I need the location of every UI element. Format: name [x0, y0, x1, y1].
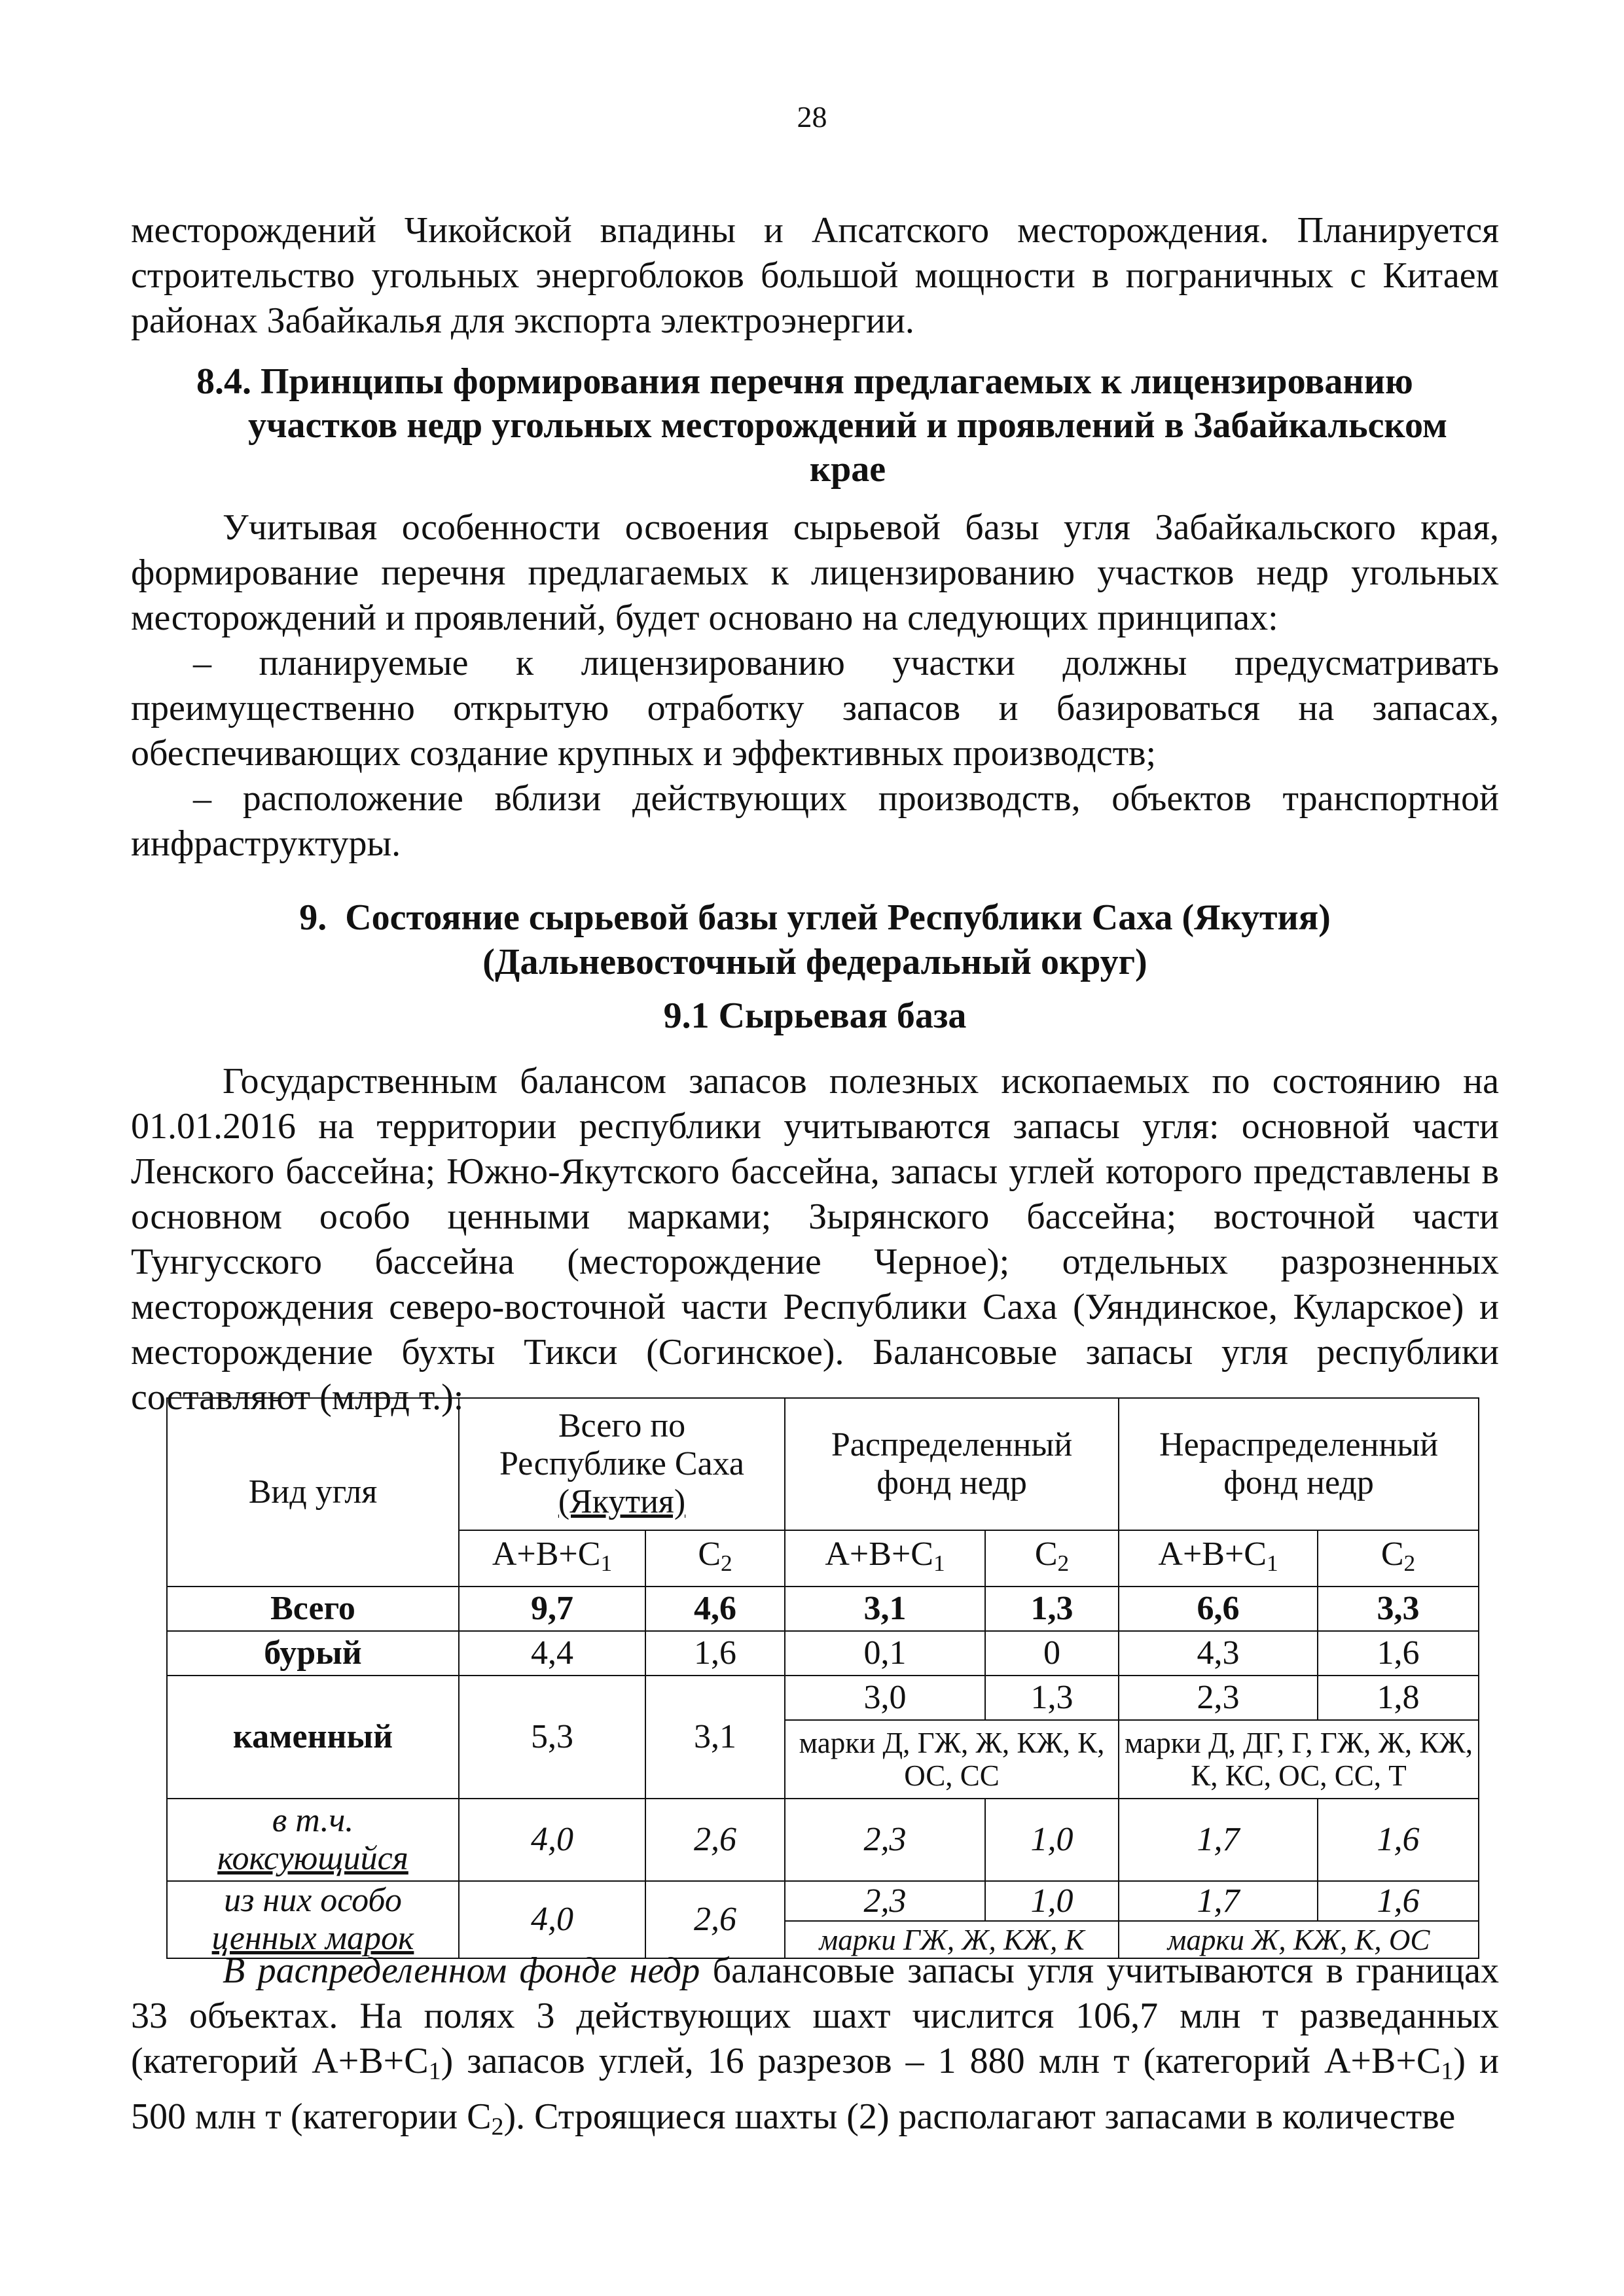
table-cell: 0,1 — [785, 1631, 985, 1676]
section-8-4-body — [131, 505, 1499, 867]
header-total-line2: Республике Саха — [499, 1445, 744, 1482]
intro-paragraph: месторождений Чикойской впадины и Апсатского месторождения. Планируется строительство угольных энергоблоков большой мощности в пограничных с Китаем районах Забайкалья для экспорта электроэнергии. — [131, 210, 1499, 341]
table-cell: 1,0 — [985, 1881, 1119, 1921]
table-cell: 9,7 — [459, 1587, 645, 1631]
table-row-total — [167, 1587, 1479, 1631]
principle-item-1: – планируемые к лицензированию участки должны предусматривать преимущественно открытую отработку запасов и базироваться на запасах, обеспечивающих создание крупных и эффективных производств; — [131, 643, 1499, 774]
page-number: 28 — [797, 100, 827, 134]
table-cell: 2,6 — [645, 1799, 785, 1881]
header-coal-type: Вид угля — [167, 1398, 459, 1587]
row-label-line2: коксующийся — [217, 1840, 408, 1877]
cat-sub: 2 — [1057, 1549, 1070, 1576]
header-total-line1: Всего по — [558, 1407, 686, 1444]
cat-sub: 1 — [1266, 1549, 1278, 1576]
category-abc-undistributed — [1119, 1530, 1318, 1587]
header-undistributed — [1119, 1398, 1479, 1530]
table-cell: 4,0 — [459, 1799, 645, 1881]
category-c-distributed — [985, 1530, 1119, 1587]
section-9-title-line1: 9. Состояние сырьевой базы углей Республики Саха (Якутия) — [299, 897, 1331, 938]
table-cell: 2,3 — [785, 1799, 985, 1881]
table-cell: 3,3 — [1318, 1587, 1479, 1631]
table-cell: 2,3 — [1119, 1676, 1318, 1720]
table-cell: 1,6 — [645, 1631, 785, 1676]
table-cell: 0 — [985, 1631, 1119, 1676]
cat-sub: 2 — [721, 1549, 732, 1576]
table-cell: 1,6 — [1318, 1799, 1479, 1881]
section-9-heading — [131, 895, 1499, 984]
table-cell: 5,3 — [459, 1676, 645, 1799]
cat-sub: 2 — [1403, 1549, 1416, 1576]
grades-cell: марки Д, ДГ, Г, ГЖ, Ж, КЖ, К, КС, ОС, СС, Т — [1119, 1720, 1479, 1799]
row-label — [167, 1881, 459, 1958]
final-paragraph-block — [131, 1948, 1499, 2149]
table-cell: 3,1 — [785, 1587, 985, 1631]
final-paragraph-part3: ) и 500 млн т (категории С — [131, 2041, 1499, 2137]
table-row-hard — [167, 1676, 1479, 1720]
row-label: каменный — [167, 1676, 459, 1799]
table-cell: 1,6 — [1318, 1631, 1479, 1676]
section-9-title-line2: (Дальневосточный федеральный округ) — [482, 942, 1147, 982]
section-8-4-title-line1: 8.4. Принципы формирования перечня предлагаемых к лицензированию — [196, 361, 1413, 402]
row-label: Всего — [167, 1587, 459, 1631]
row-label — [167, 1799, 459, 1881]
row-label-line1: в т.ч. — [272, 1802, 354, 1839]
section-8-4-title-line2: участков недр угольных месторождений и проявлений в Забайкальском — [247, 405, 1448, 446]
final-paragraph-part4: ). Строящиеся шахты (2) располагают запасами в количестве — [503, 2096, 1456, 2137]
header-undistributed-line1: Нераспределенный — [1159, 1426, 1439, 1463]
table-cell: 1,0 — [985, 1799, 1119, 1881]
section-8-4-title-line3: крае — [809, 449, 886, 490]
category-abc-total — [459, 1530, 645, 1587]
header-total-line3: (Якутия) — [558, 1483, 686, 1520]
table-cell: 2,3 — [785, 1881, 985, 1921]
table-cell: 1,7 — [1119, 1881, 1318, 1921]
table-cell: 1,7 — [1119, 1799, 1318, 1881]
final-paragraph-italic: В распределенном фонде недр — [223, 1950, 700, 1991]
table-cell: 1,6 — [1318, 1881, 1479, 1921]
cat-label: С — [1034, 1535, 1058, 1573]
header-distributed — [785, 1398, 1119, 1530]
grades-cell: марки Ж, КЖ, К, ОС — [1119, 1921, 1479, 1958]
table-cell: 4,0 — [459, 1881, 645, 1958]
final-paragraph-part1: балансовые запасы угля учитываются в границах 33 объектах. На полях 3 действующих шахт числится 106,7 млн т разведанных (категорий А+В+С — [131, 1950, 1499, 2081]
header-total — [459, 1398, 785, 1530]
category-abc-distributed — [785, 1530, 985, 1587]
table-cell: 4,4 — [459, 1631, 645, 1676]
cat-label: А+В+С — [492, 1535, 601, 1573]
section-9-1-body — [131, 1059, 1499, 1420]
header-distributed-line2: фонд недр — [876, 1464, 1027, 1501]
table-header-row — [167, 1398, 1479, 1530]
final-paragraph-sub1: 1 — [428, 2057, 441, 2085]
category-c-undistributed — [1318, 1530, 1479, 1587]
grades-cell: марки ГЖ, Ж, КЖ, К — [785, 1921, 1119, 1958]
grades-cell: марки Д, ГЖ, Ж, КЖ, К, ОС, СС — [785, 1720, 1119, 1799]
row-label-line1: из них особо — [224, 1882, 402, 1919]
row-label-line2: ценных марок — [211, 1920, 414, 1957]
table-cell: 2,6 — [645, 1881, 785, 1958]
final-paragraph-sub2: 1 — [1441, 2057, 1454, 2085]
table-row-brown — [167, 1631, 1479, 1676]
table-cell: 3,0 — [785, 1676, 985, 1720]
intro-paragraph-block — [131, 208, 1499, 344]
cat-label: А+В+С — [825, 1535, 933, 1573]
cat-sub: 1 — [933, 1549, 945, 1576]
table-row-coking — [167, 1799, 1479, 1881]
section-8-4-paragraph: Учитывая особенности освоения сырьевой базы угля Забайкальского края, формирование перечня предлагаемых к лицензированию участков недр угольных месторождений и проявлений, будет основано на следующих принципах: — [131, 507, 1499, 638]
section-9-1-heading: 9.1 Сырьевая база — [663, 996, 967, 1036]
table-cell: 3,1 — [645, 1676, 785, 1799]
principle-item-2: – расположение вблизи действующих производств, объектов транспортной инфраструктуры. — [131, 778, 1499, 864]
table-cell: 4,3 — [1119, 1631, 1318, 1676]
cat-sub: 1 — [600, 1549, 613, 1576]
table-cell: 1,8 — [1318, 1676, 1479, 1720]
section-8-4-heading — [196, 360, 1499, 492]
cat-label: С — [698, 1535, 721, 1573]
cat-label: А+В+С — [1158, 1535, 1267, 1573]
table-cell: 4,6 — [645, 1587, 785, 1631]
header-undistributed-line2: фонд недр — [1223, 1464, 1374, 1501]
final-paragraph-sub3: 2 — [491, 2113, 504, 2141]
final-paragraph — [131, 1948, 1499, 2149]
row-label: бурый — [167, 1631, 459, 1676]
table-row-valuable — [167, 1881, 1479, 1921]
header-distributed-line1: Распределенный — [831, 1426, 1073, 1463]
table-cell: 6,6 — [1119, 1587, 1318, 1631]
section-9-1-paragraph: Государственным балансом запасов полезных ископаемых по состоянию на 01.01.2016 на территории республики учитываются запасы угля: основной части Ленского бассейна; Южно-Якутского бассейна, запасы углей которого представлены в основном особо ценными марками; Зырянского бассейна; восточной части Тунгусского бассейна (месторождение Черное); отдельных разрозненных месторождения северо-восточной части Республики Саха (Уяндинское, Куларское) и месторождение бухты Тикси (Согинское). Балансовые запасы угля республики составляют (млрд т.): — [131, 1061, 1499, 1418]
category-c-total — [645, 1530, 785, 1587]
cat-label: С — [1380, 1535, 1404, 1573]
table-cell: 1,3 — [985, 1676, 1119, 1720]
final-paragraph-part2: ) запасов углей, 16 разрезов – 1 880 млн т (категорий А+В+С — [441, 2041, 1441, 2081]
table-cell: 1,3 — [985, 1587, 1119, 1631]
coal-reserves-table — [166, 1397, 1479, 1959]
